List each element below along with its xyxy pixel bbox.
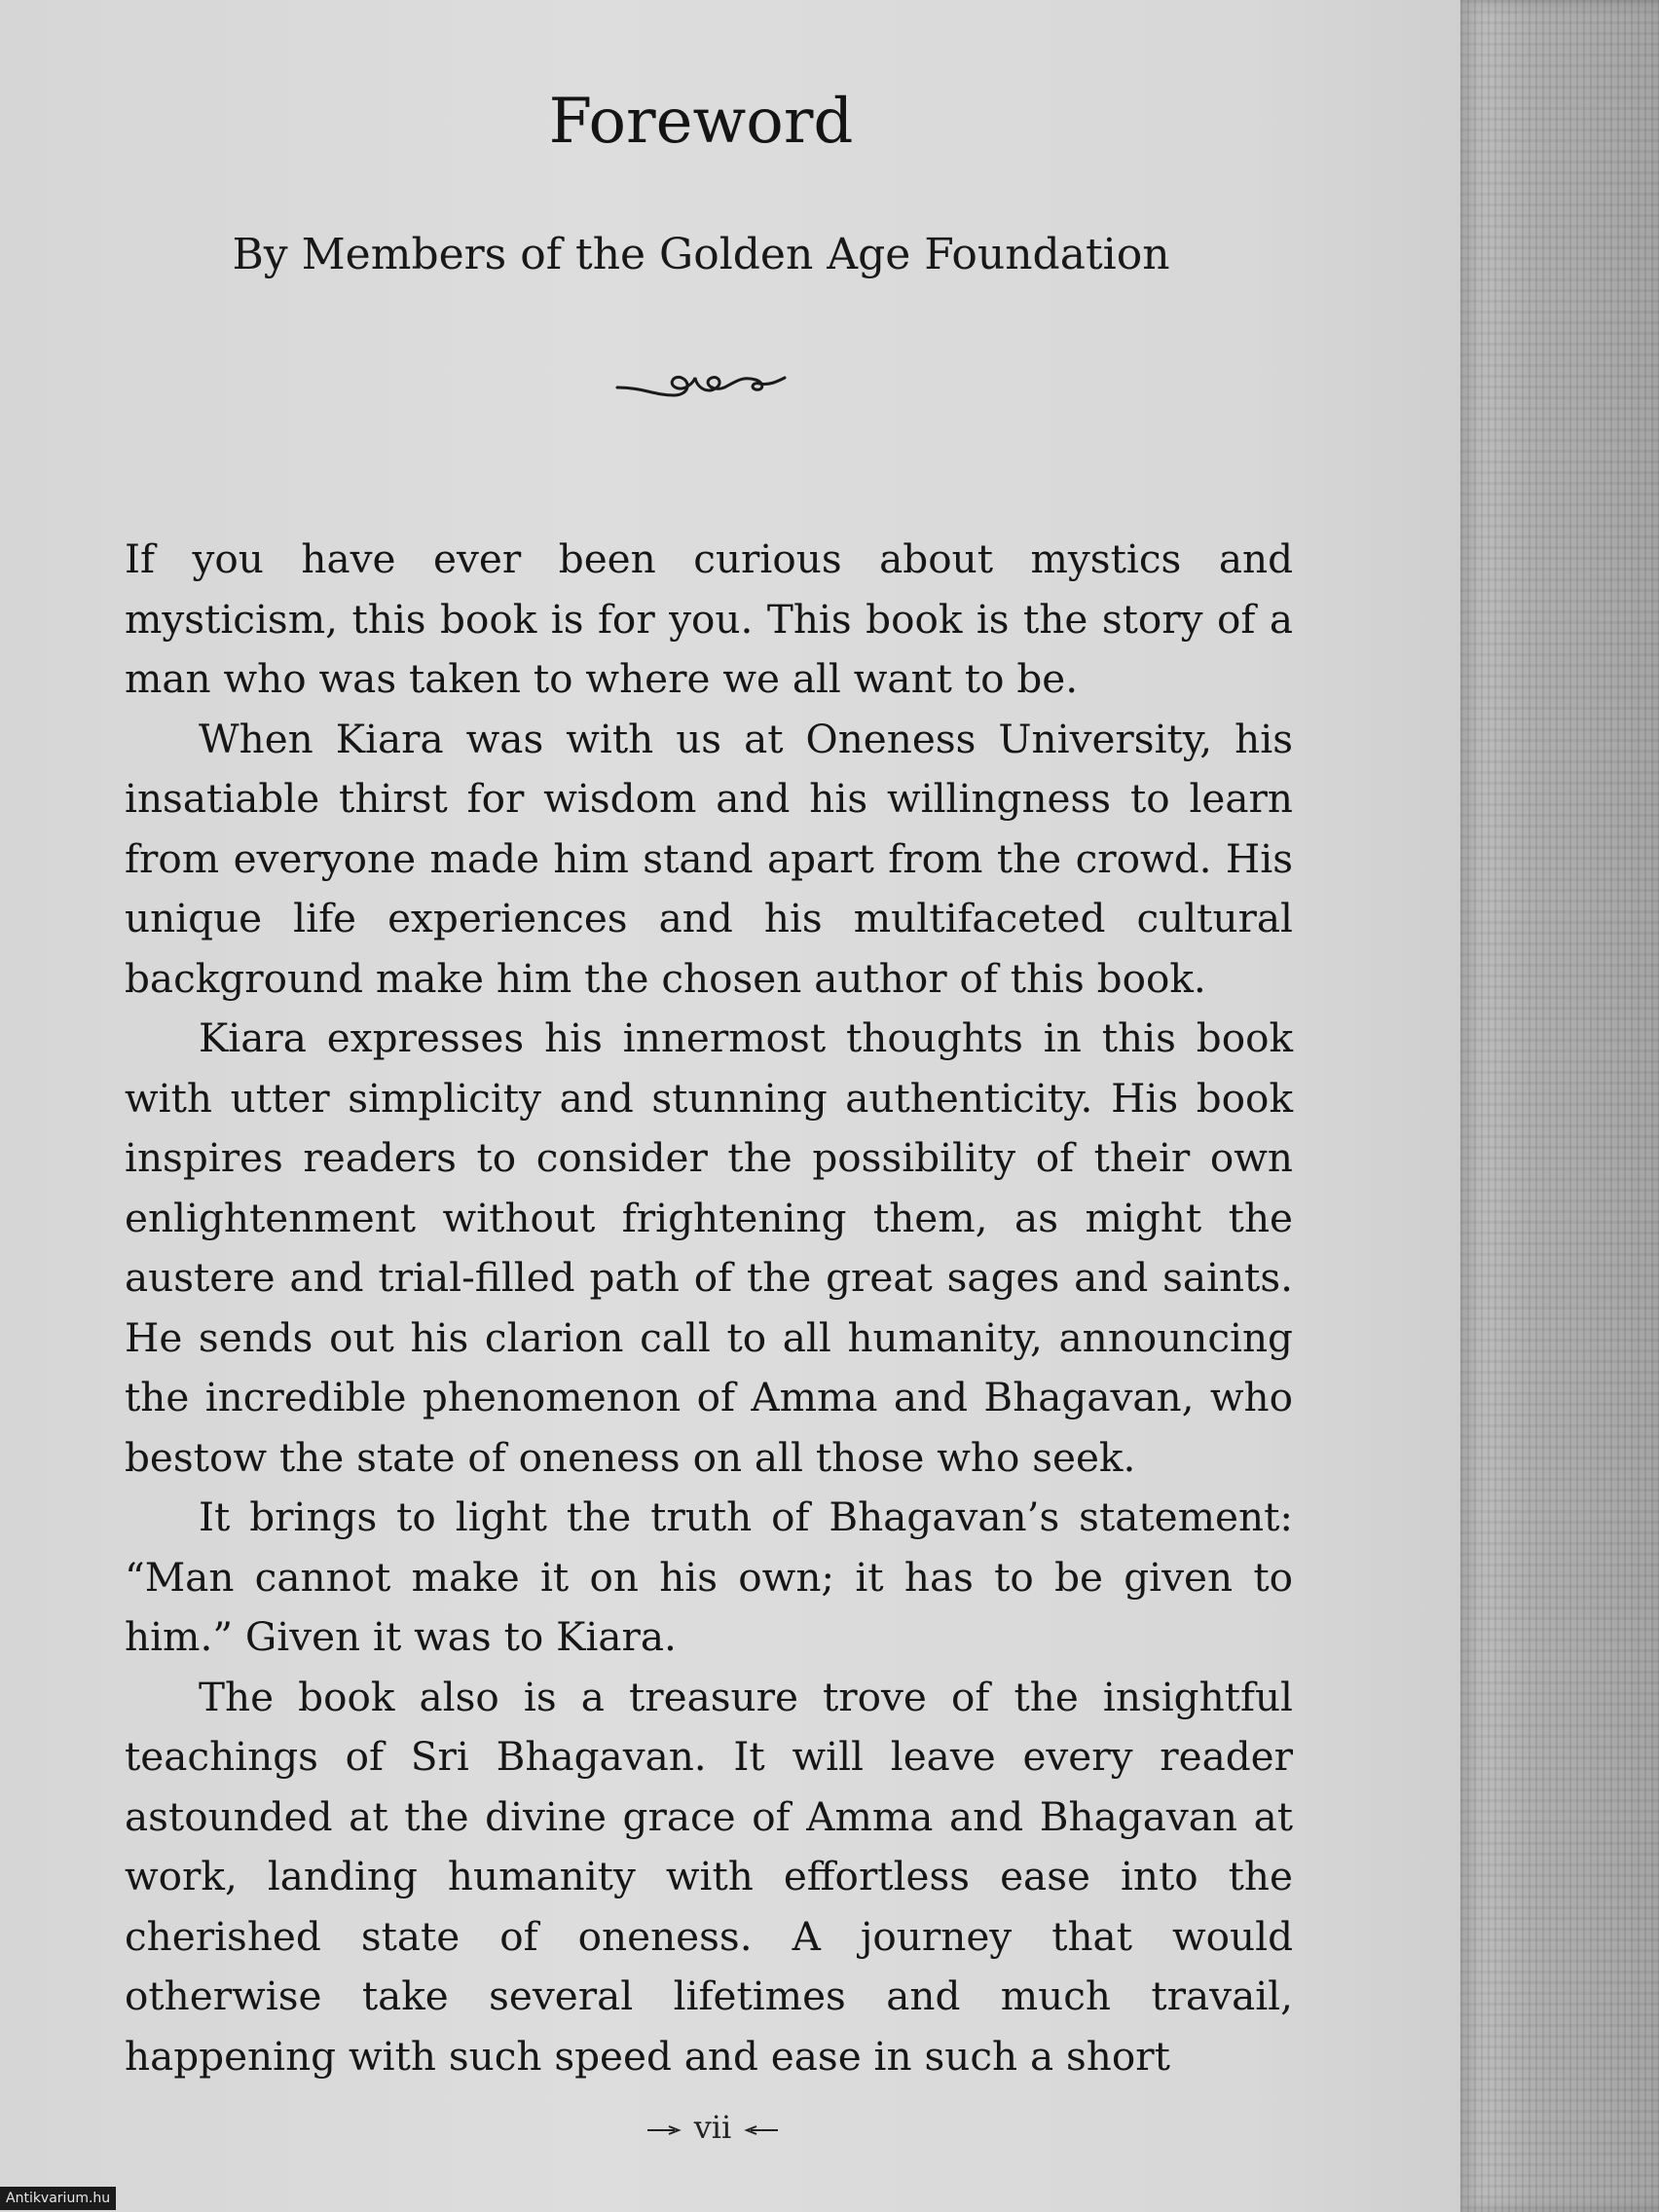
- chapter-title: Foreword: [548, 86, 854, 158]
- paragraph: Kiara expresses his innermost thoughts in this book with utter simplicity and stunning authenticity. His book inspires readers to consider the possibility of their own enlightenment without frightening them, as might the austere and trial-filled path of the great sages and saints. He sends out his clarion call to all humanity, announcing the incredible phenomenon of Amma and Bhagavan, who bestow the state of oneness on all those who seek.: [125, 1014, 1293, 1481]
- paragraph: It brings to light the truth of Bhagavan’s statement: “Man cannot make it on his own; it has to be given to him.” Given it was to Kiara.: [125, 1493, 1293, 1660]
- page-number-label: vii: [693, 2109, 732, 2146]
- foreword-body: [125, 530, 1293, 2086]
- paragraph: The book also is a treasure trove of the insightful teachings of Sri Bhagavan. It will leave every reader astounded at the divine grace of Amma and Bhagavan at work, landing humanity with effortless ease into the cherished state of oneness. A journey that would otherwise take several lifetimes and much travail, happening with such speed and ease in such a short: [125, 1673, 1293, 2080]
- watermark-label: Antikvarium.hu: [0, 2187, 116, 2210]
- folio-left-ornament-icon: [645, 2125, 684, 2135]
- page-stack-edge: [1460, 0, 1659, 2212]
- folio-right-ornament-icon: [741, 2125, 780, 2135]
- chapter-byline: By Members of the Golden Age Foundation: [232, 230, 1170, 279]
- page-number: [0, 2109, 1425, 2146]
- scroll-flourish-icon: [613, 366, 789, 405]
- paragraph: When Kiara was with us at Oneness University, his insatiable thirst for wisdom and his willingness to learn from everyone made him stand apart from the crowd. His unique life experiences and his multifaceted cultural background make him the chosen author of this book.: [125, 715, 1293, 1002]
- paragraph: If you have ever been curious about mystics and mysticism, this book is for you. This book is the story of a man who was taken to where we all want to be.: [125, 535, 1293, 702]
